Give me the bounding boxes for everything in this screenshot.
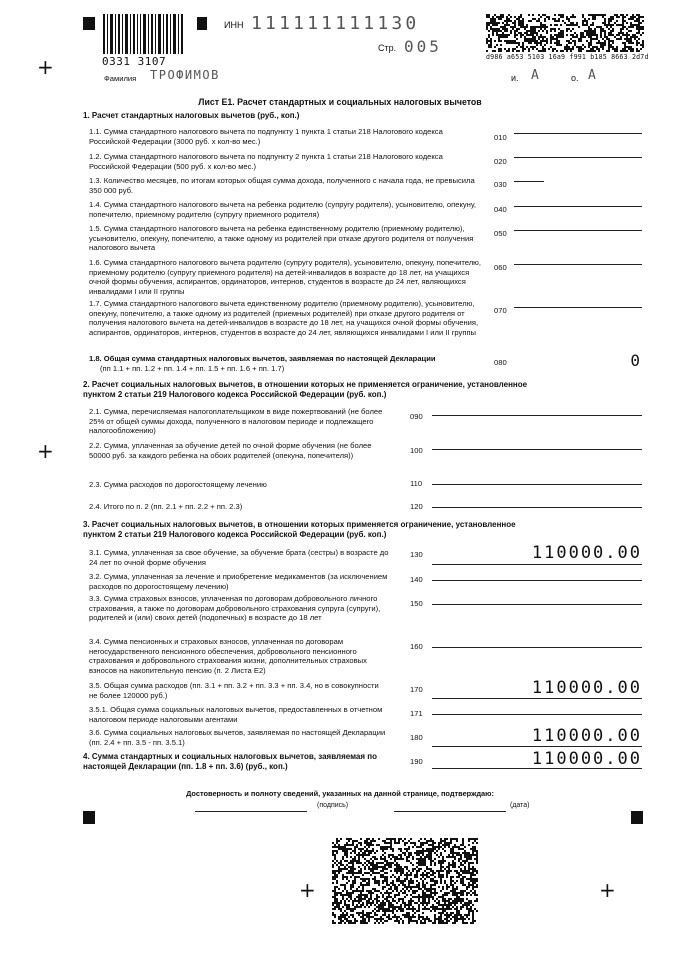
code-150: 150 — [410, 599, 423, 608]
code-050: 050 — [494, 229, 507, 238]
field-070[interactable] — [514, 307, 642, 308]
field-050[interactable] — [514, 230, 642, 231]
field-030[interactable] — [514, 181, 544, 182]
patronymic-initial-label: о. — [571, 73, 579, 83]
date-line[interactable] — [394, 811, 506, 812]
field-180[interactable] — [432, 746, 642, 747]
section-4-title: 4. Сумма стандартных и социальных налоговых вычетов, заявляемая по настоящей Декларации (пп. 1.8 + пп. 3.6) (руб., коп.) — [83, 752, 377, 771]
sheet-title: Лист Е1. Расчет стандартных и социальных налоговых вычетов — [198, 97, 482, 107]
code-080: 080 — [494, 358, 507, 367]
value-130: 110000.00 — [531, 543, 642, 563]
code-020: 020 — [494, 157, 507, 166]
row-1-8-formula: (пп 1.1 + пп. 1.2 + пп. 1.4 + пп. 1.5 + пп. 1.6 + пп. 1.7) — [100, 363, 285, 373]
row-3-5: 3.5. Общая сумма расходов (пп. 3.1 + пп. 3.2 + пп. 3.3 + пп. 3.4, но в совокупности не более 120000 руб.) — [89, 681, 379, 700]
row-3-3: 3.3. Сумма страховых взносов, уплаченная по договорам добровольного личного страхования, а также по договорам добровольного страхования супруга (супруги), родителей и (или) своих детей (подопечных) в возрасте до 18 лет — [89, 594, 381, 623]
crosshair-mark: + — [299, 878, 316, 902]
field-140[interactable] — [432, 580, 642, 581]
field-160[interactable] — [432, 647, 642, 648]
code-120: 120 — [410, 502, 423, 511]
code-030: 030 — [494, 180, 507, 189]
field-170[interactable] — [432, 698, 642, 699]
field-130[interactable] — [432, 564, 642, 565]
row-1-2: 1.2. Сумма стандартного налогового вычета по подпункту 2 пункта 1 статьи 218 Налогового кодекса Российской Федерации (500 руб. х кол-во мес.) — [89, 152, 443, 171]
corner-marker — [631, 811, 643, 824]
inn-value: 111111111130 — [251, 13, 420, 34]
row-2-1: 2.1. Сумма, перечисляемая налогоплательщиком в виде пожертвований (не более 25% от общей суммы дохода, полученного в налоговом периоде и подлежащего налогообложению) — [89, 407, 383, 436]
field-120[interactable] — [432, 507, 642, 508]
code-060: 060 — [494, 263, 507, 272]
section-1-title: 1. Расчет стандартных налоговых вычетов (руб., коп.) — [83, 111, 300, 120]
field-171[interactable] — [432, 714, 642, 715]
row-3-6: 3.6. Сумма социальных налоговых вычетов, заявляемая по настоящей Декларации (пп. 2.4 + пп. 3.5 - пп. 3.5.1) — [89, 728, 386, 747]
surname-label: Фамилия — [104, 74, 137, 83]
field-190[interactable] — [432, 768, 642, 769]
field-110[interactable] — [432, 484, 642, 485]
row-1-8 — [89, 354, 484, 373]
field-040[interactable] — [514, 206, 642, 207]
field-010[interactable] — [514, 133, 642, 134]
code-010: 010 — [494, 133, 507, 142]
patronymic-initial: А — [588, 68, 596, 83]
row-3-4: 3.4. Сумма пенсионных и страховых взносов, уплаченная по договорам негосударственного пенсионного обеспечения, добровольного пенсионного страхования и добровольного страхования жизни, дополнительных страховых взносов на накопительную пенсию (п. 2 Листа Е2) — [89, 637, 367, 675]
crosshair-mark: + — [599, 878, 616, 902]
name-initial: А — [531, 68, 539, 83]
value-080: 0 — [630, 351, 642, 370]
field-060[interactable] — [514, 264, 642, 265]
row-3-2: 3.2. Сумма, уплаченная за лечение и приобретение медикаментов (за исключением расходов по дорогостоящему лечению) — [89, 572, 388, 591]
row-3-1: 3.1. Сумма, уплаченная за свое обучение, за обучение брата (сестры) в возрасте до 24 лет по очной форме обучения — [89, 548, 389, 567]
date-label: (дата) — [510, 802, 530, 809]
code-040: 040 — [494, 205, 507, 214]
code-171: 171 — [410, 709, 423, 718]
datamatrix-code — [486, 14, 644, 52]
section-3-title: 3. Расчет социальных налоговых вычетов, в отношении которых применяется ограничение, установленное пунктом 2 статьи 219 Налогового кодекса Российской Федерации (руб. коп.) — [83, 520, 516, 539]
row-2-3: 2.3. Сумма расходов по дорогостоящему лечению — [89, 480, 267, 489]
confirmation-text: Достоверность и полноту сведений, указанных на данной странице, подтверждаю: — [186, 789, 494, 798]
row-2-4: 2.4. Итого по п. 2 (пп. 2.1 + пп. 2.2 + пп. 2.3) — [89, 502, 243, 511]
hash-code: d986 a653 5103 16a9 f991 b185 8663 2d7d — [486, 53, 649, 61]
code-190: 190 — [410, 757, 423, 766]
code-160: 160 — [410, 642, 423, 651]
code-110: 110 — [410, 479, 423, 488]
inn-label: ИНН — [224, 20, 244, 30]
field-090[interactable] — [432, 415, 642, 416]
crosshair-mark: + — [37, 439, 54, 463]
code-170: 170 — [410, 685, 423, 694]
row-1-4: 1.4. Сумма стандартного налогового вычета на ребенка родителю (супругу родителя), усыновителю, опекуну, попечителю, приемному родителю (супругу приемного родителя) — [89, 200, 476, 219]
value-170: 110000.00 — [531, 678, 642, 698]
row-1-5: 1.5. Сумма стандартного налогового вычета на ребенка единственному родителю (приемному родителю), усыновителю, опекуну, попечителю, а также одному из родителей при отказе другого родителя от получения налогового вычета — [89, 224, 474, 253]
name-initial-label: и. — [511, 73, 519, 83]
value-180: 110000.00 — [531, 726, 642, 746]
corner-marker — [83, 17, 95, 30]
row-1-8-text: 1.8. Общая сумма стандартных налоговых вычетов, заявляемая по настоящей Декларации — [89, 354, 436, 363]
row-1-6: 1.6. Сумма стандартного налогового вычета родителю (супругу родителя), усыновителю, опекуну, попечителю, приемному родителю (супругу приемного родителя) на детей-инвалидов в возрасте до 18 лет, на учащихся очной формы обучения, аспирантов, ординаторов, интернов, студентов в возрасте до 24 лет, являющихся инвалидами I или II группы — [89, 258, 481, 296]
row-1-1: 1.1. Сумма стандартного налогового вычета по подпункту 1 пункта 1 статьи 218 Налогового кодекса Российской Федерации (3000 руб. х кол-во мес.) — [89, 127, 443, 146]
field-100[interactable] — [432, 449, 642, 450]
field-020[interactable] — [514, 157, 642, 158]
code-100: 100 — [410, 446, 423, 455]
signature-label: (подпись) — [317, 802, 349, 809]
code-130: 130 — [410, 550, 423, 559]
code-180: 180 — [410, 733, 423, 742]
row-3-5-1: 3.5.1. Общая сумма социальных налоговых вычетов, предоставленных в отчетном налоговом периоде налоговыми агентами — [89, 705, 383, 724]
row-2-2: 2.2. Сумма, уплаченная за обучение детей по очной форме обучения (не более 50000 руб. за каждого ребенка на обоих родителей (опекуна, попечителя)) — [89, 441, 372, 460]
value-190: 110000.00 — [531, 749, 642, 769]
page-value: 005 — [404, 37, 442, 56]
corner-marker — [83, 811, 95, 824]
signature-line[interactable] — [195, 811, 307, 812]
linear-barcode — [103, 14, 185, 54]
page-label: Стр. — [378, 43, 397, 53]
code-140: 140 — [410, 575, 423, 584]
field-150[interactable] — [432, 604, 642, 605]
surname-value: ТРОФИМОВ — [150, 68, 220, 82]
barcode-number: 0331 3107 — [102, 55, 167, 68]
row-1-3: 1.3. Количество месяцев, по итогам которых общая сумма дохода, полученного с начала года, не превысила 350 000 руб. — [89, 176, 475, 195]
section-2-title: 2. Расчет социальных налоговых вычетов, в отношении которых не применяется ограничение, установленное пунктом 2 статьи 219 Налогового кодекса Российской Федерации (руб. коп.) — [83, 380, 528, 399]
corner-marker — [197, 17, 207, 30]
datamatrix-code-bottom — [332, 838, 478, 924]
code-090: 090 — [410, 412, 423, 421]
crosshair-mark: + — [37, 55, 54, 79]
row-1-7: 1.7. Сумма стандартного налогового вычета единственному родителю (приемному родителю), усыновителю, опекуну, попечителю, а также одному из родителей (приемных родителей) при отказе другого родителя от получения налогового вычета на детей-инвалидов в возрасте до 18 лет, на учащихся очной формы обучения, аспирантов, ординаторов, интернов, студентов в возрасте до 24 лет, являющихся инвалидами I или II группы — [89, 299, 479, 337]
code-070: 070 — [494, 306, 507, 315]
